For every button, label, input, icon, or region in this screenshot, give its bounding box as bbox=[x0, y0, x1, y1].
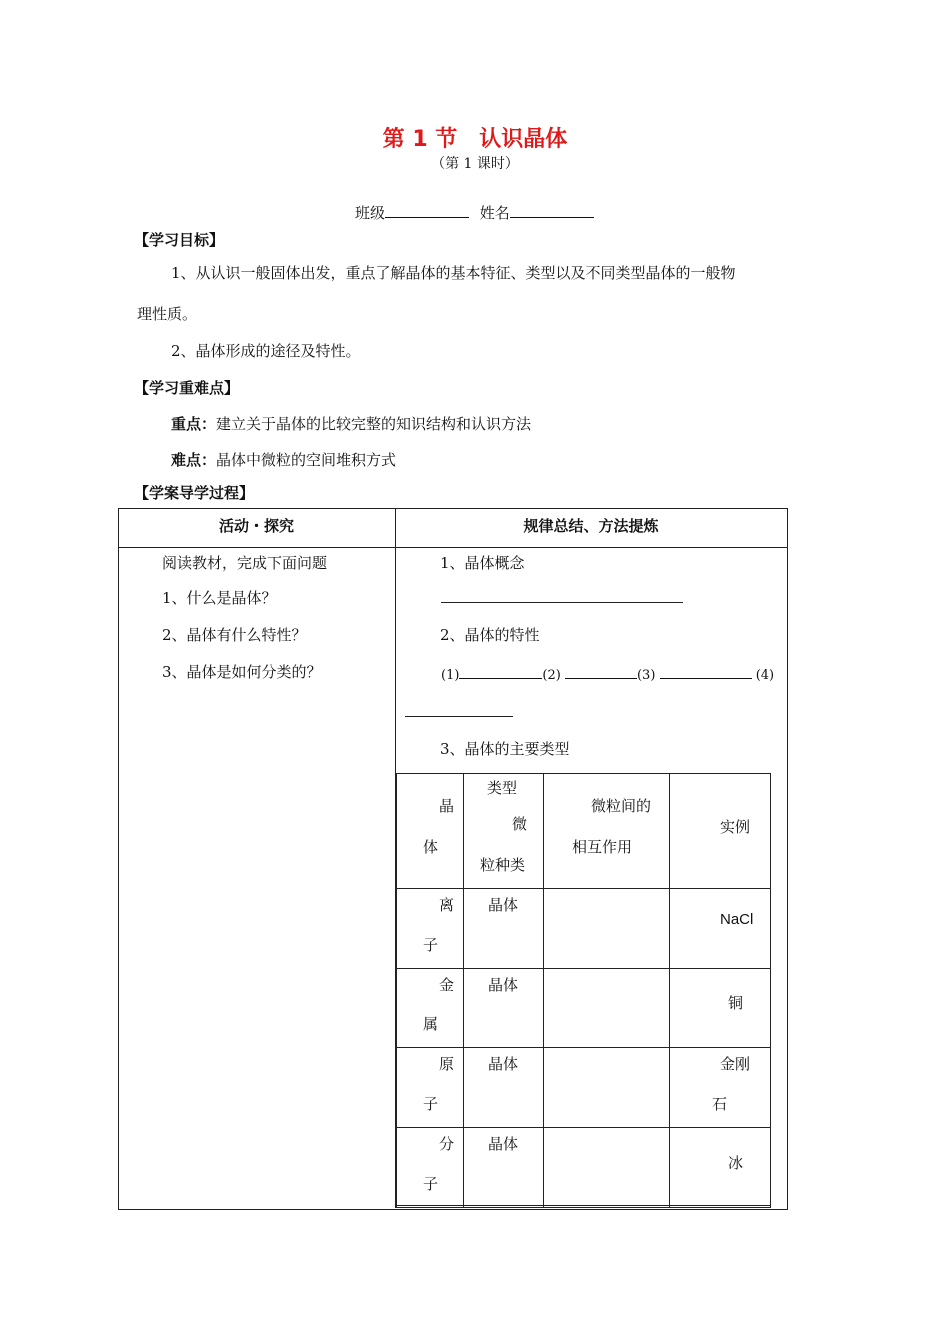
key-points-heading: 【学习重难点】 bbox=[134, 379, 240, 397]
property-4-label: (4) bbox=[755, 668, 775, 683]
property-1-label: (1) bbox=[441, 668, 460, 683]
row4-type: 晶体 bbox=[488, 1135, 519, 1153]
inner-row-divider-5 bbox=[396, 1205, 770, 1206]
inner-row-divider-2 bbox=[396, 968, 770, 969]
class-field[interactable] bbox=[385, 201, 469, 218]
property-4-blank[interactable] bbox=[405, 716, 513, 717]
process-heading: 【学案导学过程】 bbox=[134, 484, 255, 502]
inner-col-divider-1 bbox=[463, 773, 464, 1207]
hdr-type-a: 类型 bbox=[487, 779, 518, 797]
class-name-line bbox=[355, 201, 594, 223]
focus-line bbox=[171, 413, 531, 434]
inner-row-divider-3 bbox=[396, 1047, 770, 1048]
row3-type: 晶体 bbox=[488, 1055, 519, 1073]
row2-example: 铜 bbox=[728, 994, 744, 1012]
row4-name-a: 分 bbox=[439, 1135, 455, 1153]
objective-1-line1: 1、从认识一般固体出发，重点了解晶体的基本特征、类型以及不同类型晶体的一般物 bbox=[171, 264, 736, 282]
difficulty-text: 晶体中微粒的空间堆积方式 bbox=[216, 451, 397, 469]
outer-header-divider bbox=[118, 547, 787, 548]
focus-label: 重点： bbox=[171, 415, 217, 433]
inner-col-divider-2 bbox=[543, 773, 544, 1207]
row3-example-b: 石 bbox=[712, 1095, 728, 1113]
page-title: 第 1 节 认识晶体 bbox=[382, 127, 568, 152]
row4-example: 冰 bbox=[728, 1154, 744, 1172]
property-3-label: (3) bbox=[636, 668, 656, 683]
left-line-1: 1、什么是晶体？ bbox=[162, 589, 277, 607]
hdr-interaction-a: 微粒间的 bbox=[591, 797, 652, 815]
inner-row-divider-1 bbox=[396, 888, 770, 889]
objectives-heading: 【学习目标】 bbox=[134, 231, 225, 249]
name-label: 姓名 bbox=[479, 204, 510, 222]
row1-example: NaCl bbox=[720, 911, 754, 928]
concept-label: 1、晶体概念 bbox=[440, 554, 525, 572]
difficulty-label: 难点： bbox=[171, 451, 217, 469]
row3-example-a: 金刚 bbox=[720, 1055, 751, 1073]
col-right-header: 规律总结、方法提炼 bbox=[523, 517, 659, 535]
property-2-label: (2) bbox=[542, 668, 561, 683]
objective-1-line2: 理性质。 bbox=[137, 305, 198, 323]
property-blanks-line bbox=[441, 662, 774, 683]
name-field[interactable] bbox=[510, 201, 594, 218]
left-line-3: 3、晶体是如何分类的？ bbox=[162, 663, 322, 681]
hdr-crystal-b: 体 bbox=[423, 838, 439, 856]
inner-row-divider-4 bbox=[396, 1127, 770, 1128]
property-1-blank[interactable] bbox=[459, 662, 542, 679]
inner-col-divider-3 bbox=[669, 773, 670, 1207]
row2-name-b: 属 bbox=[423, 1015, 439, 1033]
left-line-2: 2、晶体有什么特性？ bbox=[162, 626, 307, 644]
row1-type: 晶体 bbox=[488, 896, 519, 914]
property-2-blank[interactable] bbox=[565, 662, 637, 679]
row3-name-a: 原 bbox=[439, 1055, 455, 1073]
row1-name-a: 离 bbox=[439, 896, 455, 914]
difficulty-line bbox=[171, 449, 396, 470]
col-left-header: 活动・探究 bbox=[218, 517, 294, 535]
hdr-type-b: 微 bbox=[512, 815, 528, 833]
properties-label: 2、晶体的特性 bbox=[440, 626, 540, 644]
left-line-0: 阅读教材，完成下面问题 bbox=[162, 554, 328, 572]
hdr-example: 实例 bbox=[720, 818, 751, 836]
hdr-crystal-a: 晶 bbox=[439, 797, 455, 815]
row3-name-b: 子 bbox=[423, 1095, 439, 1113]
focus-text: 建立关于晶体的比较完整的知识结构和认识方法 bbox=[216, 415, 532, 433]
class-label: 班级 bbox=[355, 204, 386, 222]
types-label: 3、晶体的主要类型 bbox=[440, 740, 570, 758]
hdr-interaction-b: 相互作用 bbox=[572, 838, 633, 856]
page-subtitle: （第 1 课时） bbox=[431, 156, 519, 172]
hdr-type-c: 粒种类 bbox=[480, 856, 526, 874]
row2-name-a: 金 bbox=[439, 976, 455, 994]
objective-2: 2、晶体形成的途径及特性。 bbox=[171, 342, 361, 360]
concept-blank[interactable] bbox=[441, 602, 683, 603]
row4-name-b: 子 bbox=[423, 1175, 439, 1193]
row1-name-b: 子 bbox=[423, 936, 439, 954]
property-3-blank[interactable] bbox=[660, 662, 752, 679]
row2-type: 晶体 bbox=[488, 976, 519, 994]
